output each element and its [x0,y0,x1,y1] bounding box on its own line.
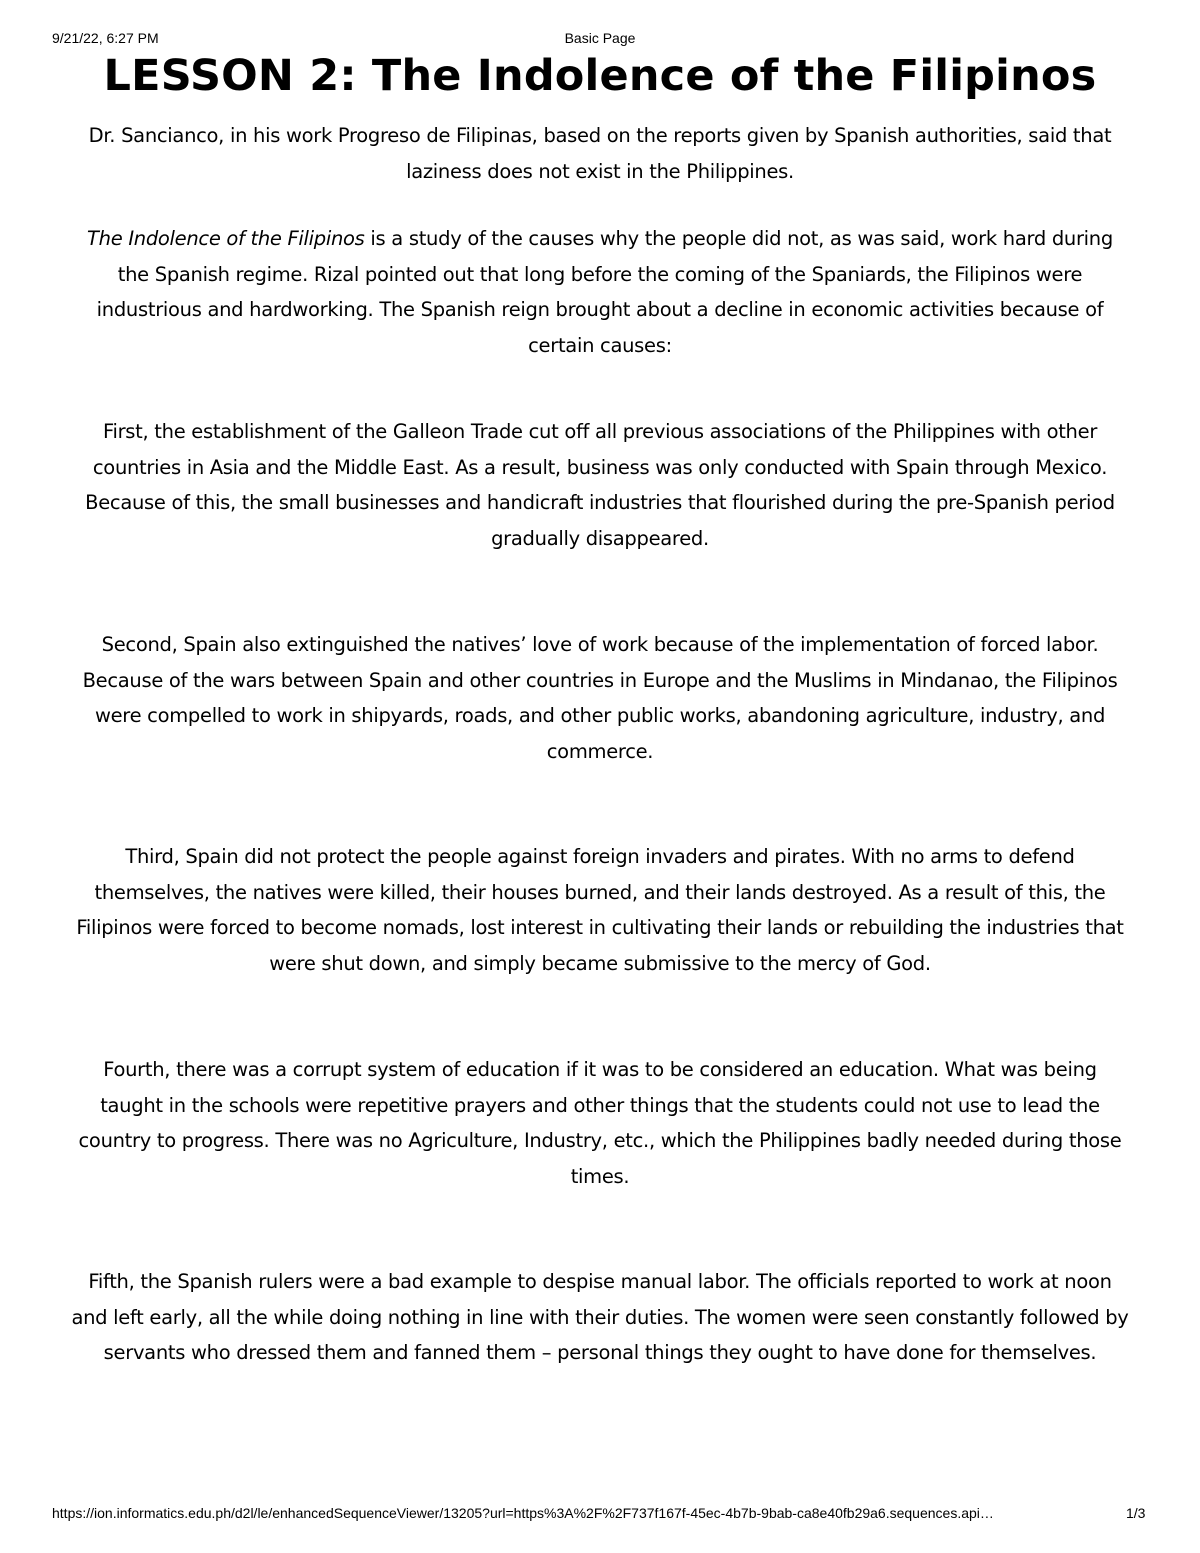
study-title-italic: The Indolence of the Filipinos [87,227,365,250]
print-page-title: Basic Page [564,30,636,46]
cause-paragraph-second: Second, Spain also extinguished the natives’ love of work because of the implementation of forced labor. Because of the wars between Spain and other countries in Europe and the Muslims in Mindanao, the Filipinos were compelled to work in shipyards, roads, and other public works, abandoning agriculture, industry, and commerce. [82,633,1118,763]
print-header [0,30,1200,50]
cause-paragraph-fifth: Fifth, the Spanish rulers were a bad example to despise manual labor. The officials reported to work at noon and left early, all the while doing nothing in line with their duties. The women were seen constantly followed by servants who dressed them and fanned them – personal things they ought to have done for themselves. [71,1270,1129,1364]
print-datetime: 9/21/22, 6:27 PM [52,30,159,46]
cause-paragraph-first: First, the establishment of the Galleon Trade cut off all previous associations of the Philippines with other countries in Asia and the Middle East. As a result, business was only conducted with Spain through Mexico. Because of this, the small businesses and handicraft industries that flourished during the pre-Spanish period gradually disappeared. [85,420,1115,550]
print-url: https://ion.informatics.edu.ph/d2l/le/enhancedSequenceViewer/13205?url=https%3A%2F%2F737f167f-45ec-4b7b-9bab-ca8e40fb29a6.sequences.api… [52,1505,994,1521]
cause-paragraph-fourth: Fourth, there was a corrupt system of education if it was to be considered an education. What was being taught in the schools were repetitive prayers and other things that the students could not use to lead the country to progress. There was no Agriculture, Industry, etc., which the Philippines badly needed during those times. [78,1058,1122,1188]
intro-paragraph: Dr. Sancianco, in his work Progreso de Filipinas, based on the reports given by Spanish authorities, said that laziness does not exist in the Philippines. [88,124,1112,183]
cause-paragraph-third: Third, Spain did not protect the people against foreign invaders and pirates. With no arms to defend themselves, the natives were killed, their houses burned, and their lands destroyed. As a result of this, the Filipinos were forced to become nomads, lost interest in cultivating their lands or rebuilding the industries that were shut down, and simply became submissive to the mercy of God. [76,845,1124,975]
print-page-number: 1/3 [1126,1505,1146,1521]
lesson-title: LESSON 2: The Indolence of the Filipinos [103,51,1097,101]
study-text: is a study of the causes why the people did not, as was said, work hard during the Spanish regime. Rizal pointed out that long before the coming of the Spaniards, the Filipinos were industrious and hardworking. The Spanish reign brought about a decline in economic activities because of certain causes: [96,227,1113,357]
study-paragraph [70,221,1130,363]
print-footer [0,1505,1200,1525]
